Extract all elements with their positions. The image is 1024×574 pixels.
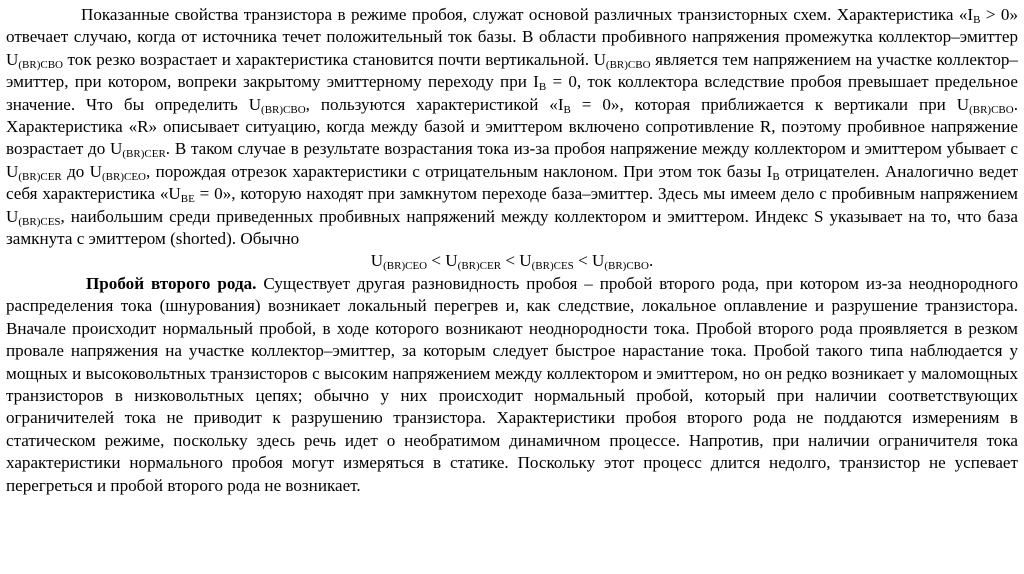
- subscript: (BR)CBO: [604, 260, 649, 273]
- text-run: ток резко возрастает и характеристика становится почти вертикальной. U: [62, 49, 606, 69]
- voltage-inequality-formula: [6, 250, 1018, 272]
- text-run: = 0», которую находят при замкнутом переходе база–эмиттер. Здесь мы имеем дело с пробивным напряжением U: [6, 184, 1018, 226]
- text-run: отрицателен. Аналогично ведет себя характеристика «U: [6, 161, 1019, 204]
- subscript: (BR)CBO: [969, 103, 1014, 116]
- text-run: . В таком случае в результате возрастания тока из-за пробоя напряжение между коллектором и эмиттером убывает с U: [6, 139, 1018, 181]
- subscript: (BR)CER: [457, 260, 502, 273]
- paragraph-breakdown-characteristics: [6, 4, 1018, 250]
- text-run: = 0», которая приближается к вертикали при U: [570, 94, 970, 114]
- text-run: до U: [61, 161, 102, 181]
- subscript: B: [772, 170, 780, 183]
- text-run: Показанные свойства транзистора в режиме пробоя, служат основой различных транзисторных схем. Характеристика «I: [81, 5, 974, 24]
- text-run: , наибольшим среди приведенных пробивных напряжений между коллектором и эмиттером. Индекс S указывает на то, что база замкнута с эмиттером (shorted). Обычно: [6, 206, 1018, 249]
- subscript: (BR)CEO: [383, 260, 428, 273]
- formula-operator: < U: [501, 251, 532, 271]
- text-run: . Характеристика «R» описывает ситуацию, когда между базой и эмиттером включено сопротивление R, поэтому пробивное напряжение возрастает до U: [6, 94, 1018, 159]
- formula-operator: < U: [427, 251, 458, 271]
- section-heading: Пробой второго рода.: [86, 273, 257, 293]
- subscript: (BR)CER: [122, 148, 166, 161]
- text-run: Существует другая разновидность пробоя – пробой второго рода, при котором из-за неоднородного распределения тока (шнурования) возникает локальный перегрев и, как следствие, локальное оплавление и разрушение транзистора. Вначале происходит нормальный пробой, в ходе которого возникают неоднородности тока. Пробой второго рода проявляется в резком провале напряжения на участке коллектор–эмиттер, за которым следует быстрое нарастание тока. Пробой такого типа наблюдается у мощных и высоковольтных транзисторов с высоким напряжением между коллектором и эмиттером, но он редко возникает у маломощных транзисторов в низковольтных цепях; обычно у них происходит нормальный пробой, который при наличии соответствующих ограничителей тока не приводит к разрушению транзистора. Характеристики пробоя второго рода не поддаются измерениям в статическом режиме, поскольку здесь речь идет о необратимом динамичном процессе. Напротив, при наличии ограничителя тока характеристики нормального пробоя могут измеряться в статике. Поскольку этот процесс длится недолго, транзистор не успевает перегреться и пробой второго рода не возникает.: [6, 273, 1019, 495]
- subscript: B: [563, 103, 571, 116]
- subscript: B: [973, 14, 981, 26]
- text-run: , порождая отрезок характеристики с отрицательным наклоном. При этом ток базы I: [145, 161, 773, 181]
- text-run: > 0» отвечает случаю, когда от источника течет положительный ток базы. В области пробивного напряжения промежутка коллектор–эмиттер U: [6, 5, 1019, 69]
- subscript: (BR)CBO: [261, 103, 306, 116]
- subscript: BE: [180, 193, 195, 206]
- text-run: , пользуются характеристикой «I: [305, 94, 564, 114]
- text-run: = 0, ток коллектора вследствие пробоя превышает предельное значение. Что бы определить U: [6, 72, 1018, 114]
- text-run: является тем напряжением на участке коллектор–эмиттер, при котором, вопреки закрытому эмиттерному переходу при I: [6, 49, 1018, 92]
- subscript: (BR)CES: [18, 215, 61, 228]
- formula-symbol: U: [370, 251, 384, 271]
- subscript: B: [538, 81, 547, 94]
- formula-operator: < U: [573, 251, 605, 271]
- subscript: (BR)CBO: [605, 58, 651, 71]
- formula-end: .: [648, 251, 654, 271]
- subscript: (BR)CER: [18, 170, 62, 183]
- subscript: (BR)CES: [531, 260, 574, 273]
- subscript: (BR)CBO: [18, 58, 63, 71]
- paragraph-second-breakdown: [6, 273, 1018, 497]
- subscript: (BR)CEO: [101, 170, 146, 183]
